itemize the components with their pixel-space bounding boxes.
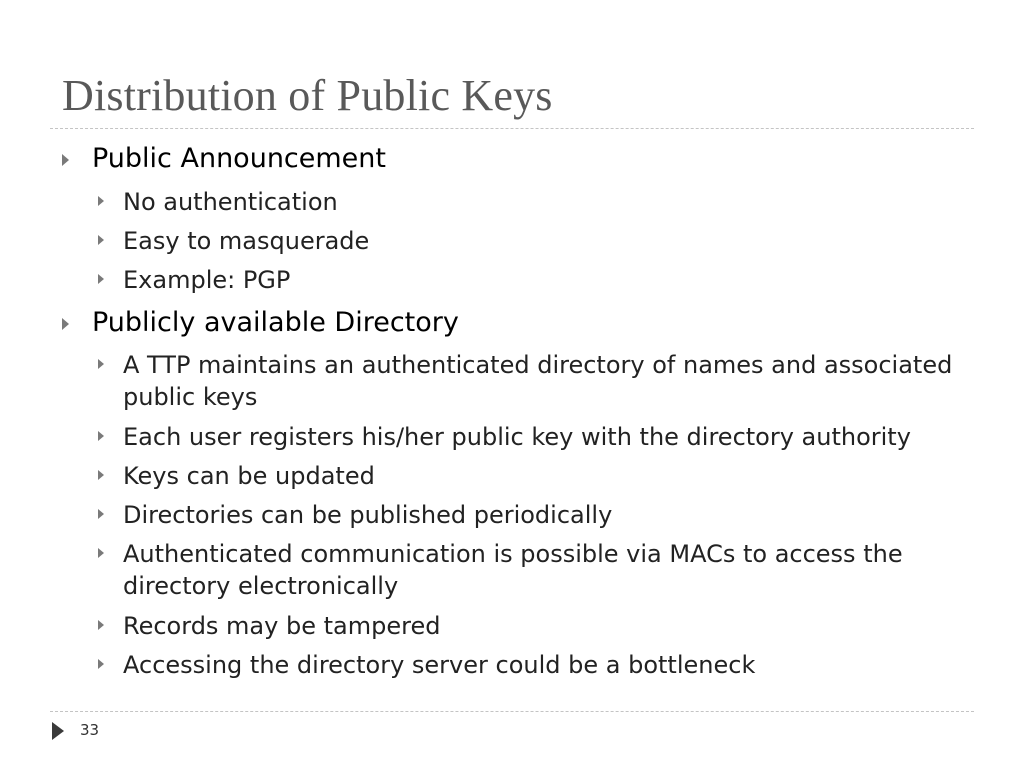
footer-divider <box>50 711 974 712</box>
sub-bullet-text: Authenticated communication is possible via MACs to access the directory electronically <box>123 540 903 600</box>
bullet-arrow-icon <box>98 431 104 441</box>
sub-bullet-text: Records may be tampered <box>123 612 441 640</box>
bullet-text: Publicly available Directory <box>92 307 459 338</box>
bullet-text: Public Announcement <box>92 143 386 174</box>
bullet-arrow-icon <box>98 659 104 669</box>
bullet-arrow-icon <box>98 235 104 245</box>
bullet-arrow-icon <box>98 548 104 558</box>
sub-bullet-text: Accessing the directory server could be a bottleneck <box>123 651 756 679</box>
bullet-arrow-icon <box>98 359 104 369</box>
sub-bullet-text: Example: PGP <box>123 266 291 294</box>
triangle-right-icon <box>52 722 64 740</box>
sub-bullet-text: Easy to masquerade <box>123 227 370 255</box>
page-number: 33 <box>80 721 100 739</box>
bullet-arrow-icon <box>62 154 69 166</box>
sub-bullet-text: Directories can be published periodically <box>123 501 613 529</box>
bullet-arrow-icon <box>98 470 104 480</box>
bullet-arrow-icon <box>98 620 104 630</box>
sub-bullet-text: Each user registers his/her public key with the directory authority <box>123 423 911 451</box>
sub-bullet-text: Keys can be updated <box>123 462 375 490</box>
bullet-arrow-icon <box>62 318 69 330</box>
bullet-arrow-icon <box>98 196 104 206</box>
sub-bullet-text: A TTP maintains an authenticated directory of names and associated public keys <box>123 351 953 411</box>
title-divider <box>50 128 974 129</box>
bullet-arrow-icon <box>98 509 104 519</box>
slide-title: Distribution of Public Keys <box>62 71 553 120</box>
sub-bullet-text: No authentication <box>123 188 338 216</box>
bullet-arrow-icon <box>98 274 104 284</box>
